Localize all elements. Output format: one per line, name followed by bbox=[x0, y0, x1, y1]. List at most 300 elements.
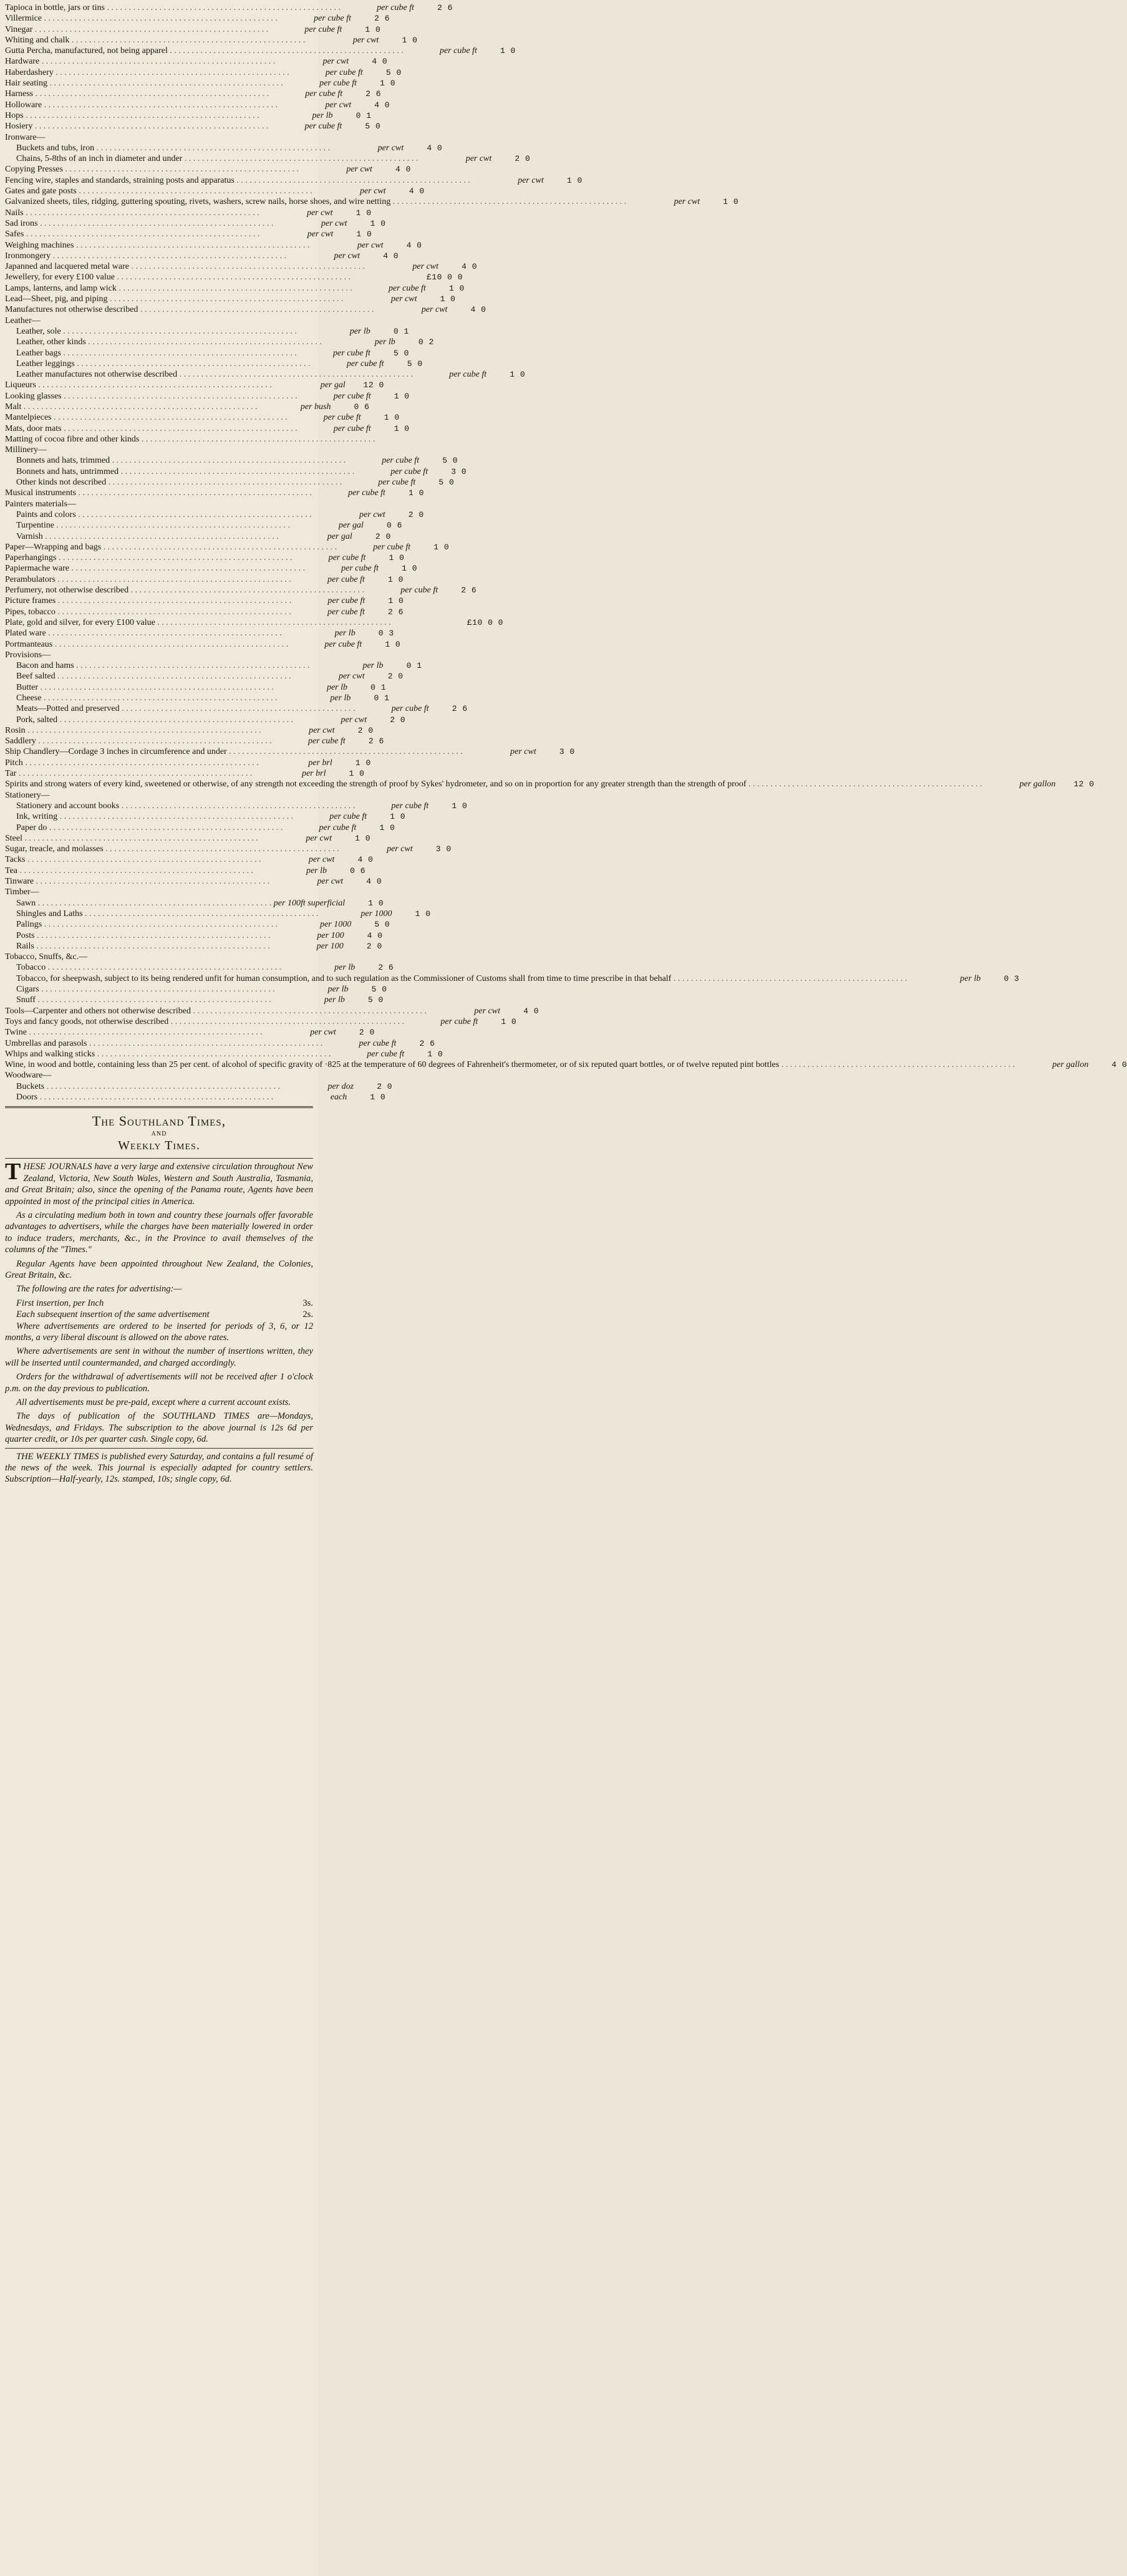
tariff-row bbox=[5, 758, 371, 768]
tariff-item-rate: 5 0 bbox=[365, 122, 381, 132]
tariff-item-name: Leather, sole . . . bbox=[5, 326, 297, 337]
tariff-item-rate: 0 6 bbox=[354, 402, 370, 412]
tariff-row bbox=[5, 477, 455, 488]
tariff-item-unit: per lb bbox=[334, 629, 356, 639]
tariff-row bbox=[5, 909, 431, 919]
tariff-item-name: Palings . . . bbox=[5, 919, 278, 930]
tariff-row bbox=[5, 703, 468, 714]
ad-paragraph: Where advertisements are sent in without the number of insertions written, they will be inserted until countermanded, and charged accordingly. bbox=[5, 1346, 313, 1368]
rate-value: 2s. bbox=[302, 1310, 313, 1320]
tariff-item-unit: per cube ft bbox=[319, 822, 357, 832]
tariff-item-rate: 4 0 bbox=[427, 143, 443, 153]
tariff-item-rate: 2 0 bbox=[366, 941, 382, 951]
tariff-item-unit: per cwt bbox=[352, 35, 379, 45]
tariff-item-name: Other kinds not described . . . bbox=[5, 477, 342, 488]
tariff-item-rate: 0 6 bbox=[350, 866, 366, 876]
tariff-row bbox=[5, 984, 387, 995]
ad-paragraph-intro-text: HESE JOURNALS have a very large and extensive circulation throughout New Zealand, Victoria, New South Wales, Western and South Australia, Tasmania, and Great Britain; also, since the opening of the Panama route, Agents have been appointed in most of the principal cities in America. bbox=[5, 1162, 313, 1207]
tariff-item-rate: 12 0 bbox=[363, 380, 384, 390]
tariff-item-name: Tools—Carpenter and others not otherwise described . . . bbox=[5, 1006, 427, 1016]
tariff-item-name: Tea . . . bbox=[5, 866, 253, 876]
tariff-item-rate: 1 0 bbox=[402, 35, 418, 45]
ad-paragraph: As a circulating medium both in town and country these journals offer favorable advantages to advertisers, while the charges have been materially lowered in order to induce traders, merchants, &c., in the Province to avail themselves of the columns of the "Times." bbox=[5, 1210, 313, 1255]
tariff-item-name: Leather bags . . . bbox=[5, 348, 297, 359]
tariff-item-name: Timber— bbox=[5, 887, 39, 897]
tariff-item-name: Bacon and hams . . . bbox=[5, 660, 310, 671]
rate-row bbox=[16, 1298, 313, 1309]
tariff-row bbox=[5, 898, 384, 909]
tariff-row bbox=[5, 844, 452, 854]
tariff-item-rate: 4 0 bbox=[470, 305, 486, 315]
tariff-item-rate: 2 0 bbox=[387, 672, 404, 682]
tariff-row bbox=[5, 196, 739, 207]
tariff-item-rate: 4 0 bbox=[462, 262, 478, 272]
tariff-item-rate: 0 1 bbox=[406, 661, 422, 671]
tariff-item-unit: per cube ft bbox=[333, 423, 371, 433]
tariff-item-rate: 4 0 bbox=[374, 100, 390, 110]
rate-row bbox=[16, 1309, 313, 1320]
tariff-item-name: Woodware— bbox=[5, 1071, 52, 1081]
tariff-section-heading bbox=[5, 445, 313, 455]
tariff-item-rate: 5 0 bbox=[394, 348, 409, 358]
tariff-item-unit: per cwt bbox=[310, 1028, 336, 1038]
tariff-row bbox=[5, 13, 390, 24]
tariff-item-unit: per lb bbox=[374, 337, 395, 347]
tariff-item-name: Rosin . . . bbox=[5, 725, 261, 736]
tariff-item-unit: per 1000 bbox=[320, 920, 352, 930]
tariff-row bbox=[5, 941, 382, 952]
tariff-item-name: Matting of cocoa fibre and other kinds . . . bbox=[5, 434, 375, 445]
tariff-item-name: Liqueurs . . . bbox=[5, 380, 272, 390]
tariff-item-name: Hardware . . . bbox=[5, 56, 275, 67]
tariff-item-rate: 12 0 bbox=[1073, 779, 1095, 789]
tariff-row bbox=[5, 391, 410, 402]
tariff-item-unit: per cube ft bbox=[319, 79, 357, 89]
tariff-row bbox=[5, 326, 409, 337]
tariff-item-rate: 1 0 bbox=[388, 596, 404, 606]
drop-cap: T bbox=[5, 1159, 21, 1185]
ad-title: The Southland Times, bbox=[92, 1113, 226, 1129]
tariff-item-unit: per cube ft bbox=[367, 1049, 405, 1059]
ad-and: AND bbox=[151, 1131, 167, 1138]
tariff-item-unit: per cwt bbox=[307, 229, 334, 239]
tariff-section-heading bbox=[5, 132, 313, 143]
tariff-item-rate: 1 0 bbox=[370, 218, 386, 228]
tariff-item-name: Toys and fancy goods, not otherwise described . . . bbox=[5, 1016, 404, 1027]
tariff-item-unit: per cube ft bbox=[391, 801, 429, 811]
tariff-item-rate: 4 0 bbox=[395, 165, 411, 175]
tariff-item-name: Weighing machines . . . bbox=[5, 240, 309, 251]
tariff-section-heading bbox=[5, 790, 313, 801]
tariff-item-name: Wine, in wood and bottle, containing less than 25 per cent. of alcohol of specific gravity of ·825 at the temperature of 60 degrees of Fahrenheit's thermometer, or of six reputed quart bottles, or of twelve reputed pint bottles . . . bbox=[5, 1059, 1015, 1070]
tariff-section-heading bbox=[5, 952, 313, 962]
tariff-item-name: Tinware . . . bbox=[5, 876, 269, 887]
tariff-item-name: Harness . . . bbox=[5, 89, 269, 99]
tariff-item-rate: 1 0 bbox=[368, 898, 384, 908]
tariff-item-unit: per gal bbox=[320, 380, 346, 390]
tariff-item-name: Bonnets and hats, untrimmed . . . bbox=[5, 466, 354, 477]
tariff-item-name: Buckets . . . bbox=[5, 1081, 280, 1092]
tariff-item-name: Whiting and chalk . . . bbox=[5, 35, 305, 46]
tariff-item-rate: 1 0 bbox=[384, 413, 400, 423]
tariff-item-unit: per cwt bbox=[334, 251, 360, 261]
tariff-item-unit: per cube ft bbox=[304, 24, 342, 34]
tariff-item-rate: 4 0 bbox=[1111, 1060, 1127, 1070]
tariff-item-unit: per cube ft bbox=[324, 639, 362, 649]
tariff-row bbox=[5, 531, 391, 542]
tariff-item-rate: 3 0 bbox=[451, 466, 467, 476]
tariff-item-rate: 1 0 bbox=[387, 574, 404, 584]
tariff-item-rate: 2 6 bbox=[368, 736, 384, 746]
tariff-item-name: Hops . . . bbox=[5, 110, 259, 121]
tariff-item-rate: 1 0 bbox=[355, 833, 370, 843]
tariff-item-name: Rails . . . bbox=[5, 941, 270, 952]
tariff-item-name: Leather, other kinds . . . bbox=[5, 337, 322, 347]
tariff-item-unit: per cube ft bbox=[390, 466, 428, 476]
tariff-item-unit: per cwt bbox=[387, 844, 413, 854]
tariff-item-unit: per cube ft bbox=[373, 542, 411, 552]
tariff-row bbox=[5, 639, 401, 650]
tariff-item-unit: per 1000 bbox=[360, 909, 392, 919]
tariff-item-unit: per cube ft bbox=[348, 488, 385, 498]
tariff-item-rate: 2 6 bbox=[387, 607, 404, 617]
tariff-item-unit: per doz bbox=[327, 1081, 354, 1091]
tariff-row bbox=[5, 973, 1020, 984]
tariff-row bbox=[5, 995, 384, 1005]
tariff-row bbox=[5, 1092, 386, 1102]
tariff-row bbox=[5, 1038, 435, 1049]
tariff-item-name: Tobacco . . . bbox=[5, 962, 281, 973]
tariff-item-name: Posts . . . bbox=[5, 930, 271, 941]
tariff-item-unit: per cwt bbox=[357, 240, 384, 250]
tariff-item-name: Tobacco, for sheepwash, subject to its being rendered unfit for human consumption, and to such regulation as the Commissioner of Customs shall from time to time prescribe in that behalf . . . bbox=[5, 973, 907, 984]
tariff-item-unit: per cube ft bbox=[449, 370, 487, 380]
tariff-item-rate: 2 0 bbox=[408, 509, 424, 519]
tariff-section-heading bbox=[5, 887, 313, 897]
tariff-item-name: Malt . . . bbox=[5, 402, 257, 412]
tariff-row bbox=[5, 822, 395, 833]
tariff-row bbox=[5, 1081, 393, 1092]
tariff-item-rate: 1 0 bbox=[356, 208, 372, 218]
tariff-row bbox=[5, 617, 503, 628]
tariff-row bbox=[5, 2, 453, 13]
tariff-item-rate: 5 0 bbox=[367, 995, 384, 1005]
tariff-row bbox=[5, 801, 468, 811]
tariff-item-rate: 1 0 bbox=[349, 769, 365, 779]
ad-paragraph: Regular Agents have been appointed throughout New Zealand, the Colonies, Great Britain, &c. bbox=[5, 1258, 313, 1280]
tariff-section-heading bbox=[5, 650, 313, 660]
tariff-item-unit: per cube ft bbox=[391, 704, 429, 714]
tariff-row bbox=[5, 563, 417, 574]
tariff-item-rate: 2 6 bbox=[378, 963, 394, 973]
tariff-item-name: Lead—Sheet, pig, and piping . . . bbox=[5, 294, 343, 304]
ad-paragraph: All advertisements must be pre-paid, except where a current account exists. bbox=[16, 1397, 291, 1407]
tariff-item-name: Picture frames . . . bbox=[5, 596, 291, 606]
tariff-item-name: Tar . . . bbox=[5, 768, 252, 779]
tariff-row bbox=[5, 434, 313, 445]
tariff-item-name: Gutta Percha, manufactured, not being apparel . . . bbox=[5, 46, 404, 56]
tariff-item-unit: per cube ft bbox=[323, 413, 361, 423]
tariff-item-name: Looking glasses . . . bbox=[5, 391, 297, 402]
tariff-item-name: Sawn . . . bbox=[5, 898, 271, 909]
ad-paragraph: The following are the rates for advertising:— bbox=[16, 1284, 182, 1295]
tariff-item-name: Sugar, treacle, and molasses . . . bbox=[5, 844, 339, 854]
tariff-item-rate: 0 1 bbox=[370, 682, 386, 692]
tariff-item-rate: 1 0 bbox=[566, 175, 583, 185]
tariff-item-rate: 1 0 bbox=[723, 197, 739, 207]
tariff-item-unit: per cwt bbox=[325, 100, 352, 110]
tariff-item-rate: 1 0 bbox=[501, 1016, 517, 1026]
tariff-item-unit: per cwt bbox=[322, 57, 349, 67]
tariff-row bbox=[5, 811, 406, 822]
tariff-item-unit: per cwt bbox=[317, 877, 344, 887]
tariff-item-unit: per brl bbox=[308, 758, 332, 768]
tariff-item-name: Meats—Potted and preserved . . . bbox=[5, 703, 356, 714]
tariff-item-rate: 0 1 bbox=[393, 326, 409, 336]
ad-paragraph: Orders for the withdrawal of advertisements will not be received after 1 o'clock p.m. on the day previous to publication. bbox=[5, 1372, 313, 1394]
tariff-item-unit: per cube ft bbox=[377, 3, 414, 12]
tariff-row bbox=[5, 46, 516, 56]
tariff-item-name: Portmanteaus . . . bbox=[5, 639, 288, 650]
tariff-item-rate: 2 6 bbox=[461, 586, 477, 596]
tariff-item-name: Turpentine . . . bbox=[5, 520, 290, 531]
tariff-item-name: Manufactures not otherwise described . . . bbox=[5, 304, 374, 315]
tariff-item-name: Copying Presses . . . bbox=[5, 164, 299, 175]
ad-paragraph: Where advertisements are ordered to be inserted for periods of 3, 6, or 12 months, a very liberal discount is allowed on the above rates. bbox=[5, 1321, 313, 1343]
tariff-row bbox=[5, 542, 450, 552]
tariff-item-unit: per 100ft superficial bbox=[273, 898, 346, 908]
tariff-item-unit: per brl bbox=[301, 769, 326, 779]
tariff-item-rate: 3 0 bbox=[435, 844, 452, 854]
tariff-row bbox=[5, 412, 400, 423]
tariff-item-name: Hair seating . . . bbox=[5, 78, 283, 89]
tariff-item-name: Pork, salted . . . bbox=[5, 715, 293, 725]
tariff-item-name: Ship Chandlery—Cordage 3 inches in circumference and under . . . bbox=[5, 746, 463, 757]
tariff-item-rate: 1 0 bbox=[510, 370, 526, 380]
tariff-item-name: Umbrellas and parasols . . . bbox=[5, 1038, 322, 1049]
tariff-item-rate: 2 6 bbox=[365, 89, 382, 99]
tariff-item-rate: 2 6 bbox=[437, 3, 453, 12]
ad-rule bbox=[5, 1448, 313, 1449]
tariff-item-rate: 2 0 bbox=[357, 725, 374, 735]
tariff-item-unit: per cwt bbox=[306, 833, 332, 843]
tariff-row bbox=[5, 552, 405, 563]
tariff-item-name: Leather— bbox=[5, 316, 41, 326]
tariff-item-name: Paperhangings . . . bbox=[5, 552, 292, 563]
tariff-item-name: Provisions— bbox=[5, 650, 51, 660]
tariff-item-unit: per cwt bbox=[309, 725, 335, 735]
tariff-item-rate: 1 0 bbox=[433, 542, 450, 552]
tariff-item-unit: per lb bbox=[334, 963, 356, 973]
tariff-item-name: Nails . . . bbox=[5, 208, 259, 218]
tariff-item-name: Perfumery, not otherwise described . . . bbox=[5, 585, 364, 596]
tariff-row bbox=[5, 866, 366, 876]
tariff-item-name: Whips and walking sticks . . . bbox=[5, 1049, 331, 1059]
rate-label: Each subsequent insertion of the same advertisement bbox=[16, 1310, 210, 1320]
tariff-item-name: Ironmongery . . . bbox=[5, 251, 286, 261]
tariff-row bbox=[5, 369, 526, 380]
tariff-row bbox=[5, 89, 382, 99]
tariff-item-name: Chains, 5-8ths of an inch in diameter and under . . . bbox=[5, 153, 418, 164]
tariff-item-rate: £10 0 0 bbox=[467, 617, 503, 627]
ad-rule bbox=[5, 1158, 313, 1159]
tariff-item-unit: per lb bbox=[349, 326, 370, 336]
tariff-row bbox=[5, 348, 409, 359]
tariff-row bbox=[5, 1049, 443, 1059]
tariff-item-name: Buckets and tubs, iron . . . bbox=[5, 143, 330, 153]
tariff-item-unit: per lb bbox=[960, 973, 981, 983]
tariff-row bbox=[5, 100, 390, 110]
tariff-row bbox=[5, 628, 394, 639]
tariff-section-heading bbox=[5, 1070, 313, 1081]
tariff-item-name: Holloware . . . bbox=[5, 100, 278, 110]
tariff-item-rate: 4 0 bbox=[523, 1006, 539, 1016]
tariff-item-unit: per lb bbox=[306, 866, 327, 876]
tariff-item-name: Tacks . . . bbox=[5, 854, 261, 865]
tariff-row bbox=[5, 833, 370, 844]
rate-value: 3s. bbox=[302, 1298, 313, 1308]
tariff-item-name: Sad irons . . . bbox=[5, 218, 274, 229]
tariff-item-name: Pipes, tobacco . . . bbox=[5, 607, 291, 617]
tariff-item-unit: per cube ft bbox=[388, 283, 426, 293]
tariff-item-name: Vinegar . . . bbox=[5, 24, 268, 35]
tariff-item-name: Bonnets and hats, trimmed . . . bbox=[5, 455, 346, 466]
tariff-row bbox=[5, 143, 443, 153]
tariff-item-name: Paper—Wrapping and bags . . . bbox=[5, 542, 337, 552]
tariff-item-name: Gates and gate posts . . . bbox=[5, 186, 312, 196]
tariff-item-name: Ink, writing . . . bbox=[5, 811, 293, 822]
tariff-item-name: Leather manufactures not otherwise described . . . bbox=[5, 369, 413, 380]
tariff-row bbox=[5, 585, 477, 596]
tariff-row bbox=[5, 294, 456, 304]
tariff-row bbox=[5, 1027, 375, 1038]
tariff-item-unit: per cube ft bbox=[439, 46, 477, 56]
tariff-item-rate: 2 0 bbox=[377, 1081, 393, 1091]
ad-paragraph: The days of publication of the SOUTHLAND TIMES are—Mondays, Wednesdays, and Fridays. The subscription to the above journal is 12s 6d per quarter credit, or 10s per quarter cash. Single copy, 6d. bbox=[5, 1411, 313, 1445]
tariff-item-unit: per cube ft bbox=[325, 67, 363, 77]
tariff-item-rate: 2 0 bbox=[390, 715, 406, 725]
tariff-item-unit: per cube ft bbox=[341, 564, 379, 574]
tariff-item-rate: 1 0 bbox=[500, 46, 516, 56]
ad-paragraph: THE WEEKLY TIMES is published every Saturday, and contains a full resumé of the news of the week. This journal is especially adapted for country settlers. Subscription—Half-yearly, 12s. stamped, 10s; single copy, 6d. bbox=[5, 1451, 313, 1485]
tariff-row bbox=[5, 359, 423, 369]
tariff-item-name: Ironware— bbox=[5, 132, 46, 142]
tariff-item-rate: 1 0 bbox=[380, 79, 396, 89]
tariff-item-rate: 1 0 bbox=[452, 801, 468, 811]
tariff-section-heading bbox=[5, 316, 313, 326]
tariff-item-rate: 4 0 bbox=[409, 186, 425, 196]
tariff-row bbox=[5, 1016, 517, 1027]
tariff-item-rate: 0 3 bbox=[1004, 973, 1020, 983]
tariff-row bbox=[5, 854, 374, 865]
tariff-row bbox=[5, 520, 402, 531]
tariff-item-unit: per lb bbox=[362, 661, 384, 671]
tariff-item-name: Japanned and lacquered metal ware . . . bbox=[5, 261, 365, 272]
tariff-item-unit: per cube ft bbox=[378, 478, 416, 488]
tariff-item-unit: per lb bbox=[330, 693, 351, 703]
tariff-row bbox=[5, 218, 386, 229]
tariff-item-rate: 1 0 bbox=[402, 564, 417, 574]
tariff-row bbox=[5, 455, 458, 466]
tariff-item-unit: per cwt bbox=[674, 197, 700, 207]
tariff-item-unit: per cube ft bbox=[327, 607, 365, 617]
tariff-item-unit: per cwt bbox=[360, 186, 386, 196]
tariff-item-unit: per cwt bbox=[308, 855, 335, 865]
tariff-item-name: Steel . . . bbox=[5, 833, 258, 844]
tariff-item-rate: 1 0 bbox=[356, 229, 372, 239]
tariff-row bbox=[5, 671, 404, 682]
tariff-item-rate: 5 0 bbox=[407, 359, 423, 369]
tariff-item-unit: per cube ft bbox=[346, 359, 384, 369]
tariff-item-name: Butter . . . bbox=[5, 682, 274, 693]
tariff-row bbox=[5, 962, 394, 973]
tariff-item-rate: 5 0 bbox=[438, 478, 455, 488]
tariff-section-heading bbox=[5, 499, 313, 509]
tariff-item-rate: 4 0 bbox=[372, 57, 388, 67]
tariff-item-rate: 0 2 bbox=[418, 337, 434, 347]
tariff-item-unit: per cwt bbox=[359, 509, 385, 519]
tariff-item-unit: per cwt bbox=[306, 208, 333, 218]
tariff-row bbox=[5, 466, 467, 477]
tariff-row bbox=[5, 736, 384, 746]
tariff-item-name: Stationery— bbox=[5, 790, 50, 800]
tariff-item-unit: per cwt bbox=[510, 747, 536, 757]
tariff-item-name: Twine . . . bbox=[5, 1027, 263, 1038]
tariff-item-name: Safes . . . bbox=[5, 229, 259, 239]
tariff-item-rate: 1 0 bbox=[355, 758, 371, 768]
tariff-item-name: Plate, gold and silver, for every £100 value . . . bbox=[5, 617, 391, 628]
tariff-item-rate: 0 1 bbox=[356, 110, 372, 120]
tariff-item-rate: 5 0 bbox=[371, 985, 387, 995]
tariff-item-unit: per cube ft bbox=[333, 391, 371, 401]
tariff-item-name: Cheese . . . bbox=[5, 693, 277, 703]
tariff-item-unit: per cube ft bbox=[327, 596, 365, 606]
tariff-item-name: Millinery— bbox=[5, 445, 47, 455]
tariff-item-unit: per gallon bbox=[1019, 779, 1056, 789]
tariff-row bbox=[5, 24, 381, 35]
tariff-row bbox=[5, 240, 422, 251]
tariff-item-name: Villermice . . . bbox=[5, 13, 278, 24]
tariff-item-rate: 1 0 bbox=[409, 488, 424, 498]
tariff-item-rate: 1 0 bbox=[389, 553, 405, 563]
tariff-item-rate: 2 6 bbox=[374, 14, 390, 24]
tariff-row bbox=[5, 488, 424, 498]
tariff-item-name: Leather leggings . . . bbox=[5, 359, 311, 369]
tariff-item-name: Painters materials— bbox=[5, 499, 76, 509]
tariff-item-name: Cigars . . . bbox=[5, 984, 275, 995]
tariff-row bbox=[5, 304, 486, 315]
tariff-item-unit: per cube ft bbox=[400, 586, 438, 596]
tariff-item-rate: £10 0 0 bbox=[426, 273, 463, 282]
tariff-item-rate: 0 1 bbox=[374, 693, 390, 703]
tariff-item-unit: per bush bbox=[300, 402, 331, 412]
tariff-item-name: Tobacco, Snuffs, &c.— bbox=[5, 952, 88, 962]
tariff-item-unit: per cube ft bbox=[329, 812, 367, 822]
tariff-item-unit: per cube ft bbox=[328, 553, 366, 563]
tariff-item-unit: per cube ft bbox=[305, 89, 343, 99]
southland-times-advertisement bbox=[5, 1113, 313, 1153]
tariff-row bbox=[5, 283, 465, 294]
tariff-item-name: Tapioca in bottle, jars or tins . . . bbox=[5, 2, 341, 13]
tariff-item-rate: 1 0 bbox=[370, 1092, 386, 1102]
tariff-item-name: Shingles and Laths . . . bbox=[5, 909, 319, 919]
tariff-item-name: Paints and colors . . . bbox=[5, 509, 312, 520]
tariff-item-unit: per cube ft bbox=[304, 122, 342, 132]
tariff-item-unit: per cwt bbox=[474, 1006, 500, 1016]
tariff-item-rate: 4 0 bbox=[366, 877, 382, 887]
tariff-item-unit: per lb bbox=[312, 110, 333, 120]
tariff-item-rate: 1 0 bbox=[448, 283, 465, 293]
